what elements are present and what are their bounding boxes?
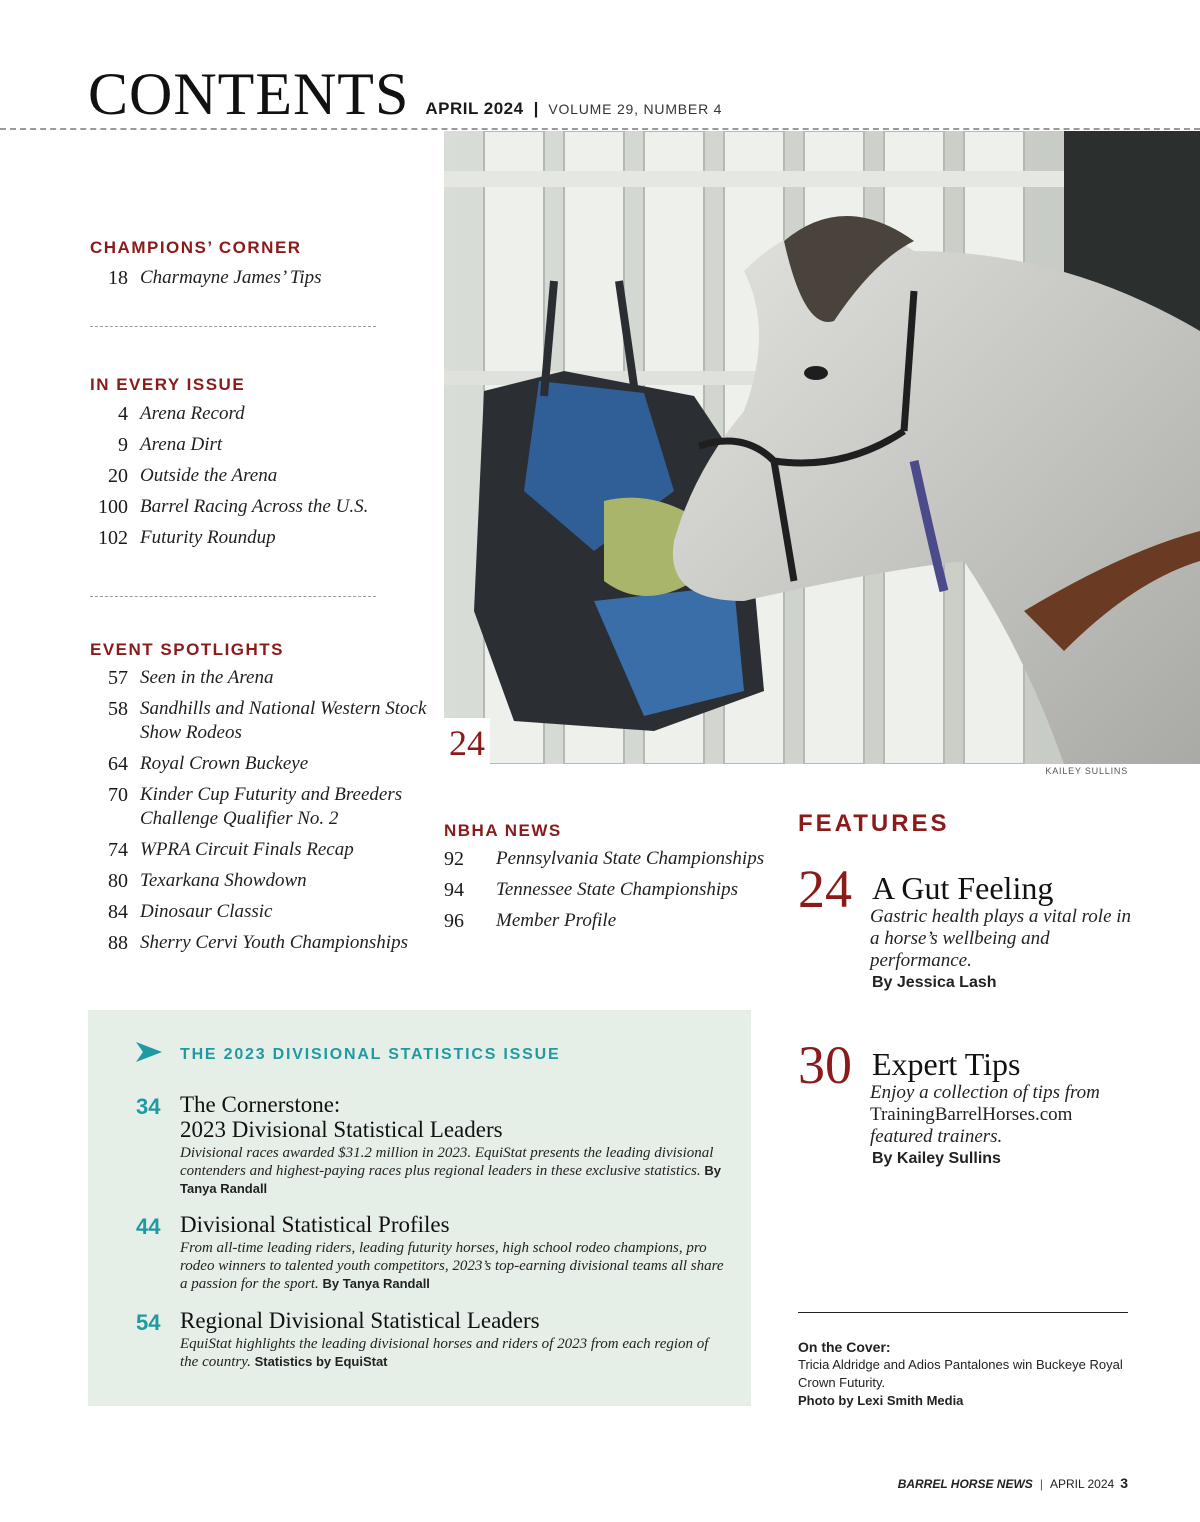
list-item[interactable] (88, 495, 428, 519)
page-number: 92 (444, 848, 464, 870)
article-title: Kinder Cup Futurity and Breeders Challenge Qualifier No. 2 (140, 784, 403, 829)
page-number-footer: 3 (1120, 1475, 1128, 1491)
page-number: 102 (98, 527, 128, 549)
article-title: WPRA Circuit Finals Recap (140, 839, 354, 860)
article-title: Pennsylvania State Championships (496, 848, 765, 869)
statistics-page-number: 44 (136, 1214, 161, 1239)
page-number: 96 (444, 910, 464, 932)
issue-date: APRIL 2024 (425, 99, 524, 118)
article-title: Arena Dirt (140, 434, 223, 455)
section-heading-champions-corner: CHAMPIONS’ CORNER (90, 238, 302, 257)
list-item[interactable] (88, 402, 428, 426)
statistics-issue-panel (88, 1010, 751, 1406)
feature-byline: By Kailey Sullins (872, 1150, 1001, 1167)
statistics-title: Regional Divisional Statistical Leaders (180, 1308, 540, 1333)
page-number: 20 (108, 465, 128, 487)
cover-caption (798, 1338, 1128, 1410)
page-number: 84 (108, 901, 128, 923)
article-title: Futurity Roundup (140, 527, 276, 548)
feature-description (870, 906, 1132, 994)
photo-credit: KAILEY SULLINS (1045, 766, 1128, 776)
statistics-title-line: The Cornerstone: (180, 1092, 341, 1117)
statistics-item-cornerstone[interactable] (136, 1092, 726, 1198)
footer-issue: APRIL 2024 (1049, 1477, 1115, 1491)
page-number: 4 (118, 403, 128, 425)
article-title: Outside the Arena (140, 465, 278, 486)
arrow-icon (136, 1042, 162, 1067)
feature-item-expert-tips[interactable] (798, 1035, 1138, 1178)
section-heading-event-spotlights: EVENT SPOTLIGHTS (90, 640, 285, 659)
section-heading-features: FEATURES (798, 810, 950, 837)
page-number: 64 (108, 753, 128, 775)
cover-photo-credit: Photo by Lexi Smith Media (798, 1393, 964, 1408)
publication-name: BARREL HORSE NEWS (897, 1477, 1033, 1491)
statistics-byline: By Tanya Randall (322, 1276, 430, 1291)
list-item[interactable] (88, 666, 428, 690)
photo-page-number: 24 (444, 718, 490, 764)
horse-photo (444, 131, 1200, 764)
section-heading-nbha-news: NBHA NEWS (444, 821, 562, 840)
section-heading-in-every-issue: IN EVERY ISSUE (90, 375, 246, 394)
statistics-page-number: 54 (136, 1310, 161, 1335)
event-spotlights-list (88, 666, 428, 962)
list-item[interactable] (88, 783, 428, 831)
feature-title: Expert Tips (872, 1046, 1021, 1082)
article-title: Charmayne James’ Tips (140, 267, 322, 288)
list-item[interactable] (88, 464, 428, 488)
page-number: 80 (108, 870, 128, 892)
list-item[interactable] (88, 838, 428, 862)
statistics-title-line: 2023 Divisional Statistical Leaders (180, 1117, 503, 1142)
list-item[interactable] (88, 869, 428, 893)
list-item[interactable] (88, 433, 428, 457)
article-title: Member Profile (496, 910, 617, 931)
page-number: 94 (444, 879, 464, 901)
list-item[interactable] (88, 266, 428, 290)
statistics-desc-text: Divisional races awarded $31.2 million in 2023. EquiStat presents the leading divisional contenders and highest-paying races plus regional leaders in these exclusive statistics. (180, 1145, 714, 1179)
article-title: Tennessee State Championships (496, 879, 739, 900)
article-title: Seen in the Arena (140, 667, 274, 688)
feature-desc-website: TrainingBarrelHorses.com (870, 1104, 1073, 1125)
page-number: 88 (108, 932, 128, 954)
feature-item-gut-feeling[interactable] (798, 859, 1138, 1002)
cover-text: Tricia Aldridge and Adios Pantalones win Buckeye Royal Crown Futurity. (798, 1357, 1123, 1390)
in-every-issue-list (88, 402, 428, 557)
statistics-description (180, 1335, 726, 1371)
statistics-heading (136, 1042, 560, 1067)
feature-byline: By Jessica Lash (872, 974, 997, 991)
list-item[interactable] (88, 526, 428, 550)
page-number: 57 (108, 667, 128, 689)
top-dashed-rule (0, 128, 1200, 130)
statistics-item-regional[interactable] (136, 1308, 726, 1371)
feature-page-number: 24 (798, 859, 852, 919)
article-title: Dinosaur Classic (140, 901, 273, 922)
nbha-news-list (444, 847, 774, 940)
article-title: Texarkana Showdown (140, 870, 307, 891)
list-item[interactable] (444, 847, 774, 871)
feature-desc-text: Enjoy a collection of tips from (870, 1082, 1100, 1103)
horse-eating-hay-illustration (444, 131, 1200, 764)
statistics-desc-text: EquiStat highlights the leading divisional horses and riders of 2023 from each region of the country. (180, 1336, 709, 1370)
article-title: Royal Crown Buckeye (140, 753, 309, 774)
article-title: Sandhills and National Western Stock Show Rodeos (140, 698, 427, 743)
article-title: Sherry Cervi Youth Championships (140, 932, 408, 953)
dashed-divider (90, 326, 376, 327)
feature-desc-text: featured trainers. (870, 1126, 1003, 1147)
champions-corner-list (88, 266, 428, 297)
statistics-title: Divisional Statistical Profiles (180, 1212, 450, 1237)
feature-page-number: 30 (798, 1035, 852, 1095)
statistics-item-profiles[interactable] (136, 1212, 726, 1293)
masthead (88, 60, 722, 129)
statistics-page-number: 34 (136, 1094, 161, 1119)
volume-number: VOLUME 29, NUMBER 4 (548, 101, 723, 117)
dashed-divider (90, 596, 376, 597)
statistics-title (180, 1092, 726, 1142)
page-footer (898, 1475, 1128, 1491)
statistics-desc-text: From all-time leading riders, leading futurity horses, high school rodeo champions, pro rodeo winners to talented youth competitors, 2023’s top-earning divisional teams all share a passion for the sport. (180, 1240, 724, 1292)
feature-desc-text: Gastric health plays a vital role in a horse’s wellbeing and performance. (870, 906, 1132, 971)
list-item[interactable] (88, 931, 428, 955)
list-item[interactable] (444, 909, 774, 933)
list-item[interactable] (88, 752, 428, 776)
cover-heading: On the Cover: (798, 1339, 891, 1355)
page-number: 100 (98, 496, 128, 518)
feature-description (870, 1082, 1132, 1170)
cover-rule (798, 1312, 1128, 1313)
statistics-heading-label: THE 2023 DIVISIONAL STATISTICS ISSUE (180, 1045, 561, 1063)
page-number: 9 (118, 434, 128, 456)
page-number: 58 (108, 698, 128, 720)
list-item[interactable] (88, 697, 428, 745)
statistics-description (180, 1239, 726, 1293)
page-title: CONTENTS (88, 61, 410, 127)
statistics-description (180, 1144, 726, 1198)
statistics-byline: By Tanya Randall (180, 1163, 721, 1196)
statistics-byline: Statistics by EquiStat (254, 1354, 388, 1369)
footer-separator: | (1039, 1477, 1043, 1491)
page-number: 18 (108, 267, 128, 289)
masthead-separator: | (533, 99, 539, 118)
article-title: Arena Record (140, 403, 245, 424)
page-number: 70 (108, 784, 128, 806)
article-title: Barrel Racing Across the U.S. (140, 496, 369, 517)
list-item[interactable] (88, 900, 428, 924)
page-number: 74 (108, 839, 128, 861)
list-item[interactable] (444, 878, 774, 902)
feature-title: A Gut Feeling (872, 870, 1054, 906)
